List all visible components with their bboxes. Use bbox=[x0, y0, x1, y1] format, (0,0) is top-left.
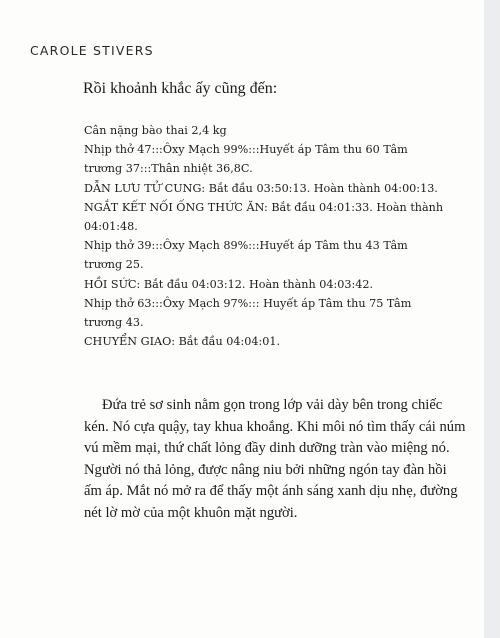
record-line: trương 43. bbox=[84, 316, 144, 330]
record-line: NGẮT KẾT NỐI ỐNG THỨC ĂN: Bắt đầu 04:01:33. Hoàn thành bbox=[84, 200, 444, 214]
record-line: CHUYỂN GIAO: Bắt đầu 04:04:01. bbox=[84, 335, 281, 349]
record-line: Cân nặng bào thai 2,4 kg bbox=[84, 124, 227, 137]
record-line: DẪN LƯU TỬ CUNG: Bắt đầu 03:50:13. Hoàn thành 04:00:13. bbox=[84, 181, 438, 195]
record-line: Nhịp thở 47:::Ôxy Mạch 99%:::Huyết áp Tâm thu 60 Tâm bbox=[84, 143, 408, 157]
record-line: Nhịp thở 63:::Ôxy Mạch 97%::: Huyết áp Tâm thu 75 Tâm bbox=[84, 296, 412, 310]
record-line: HỒI SỨC: Bắt đầu 04:03:12. Hoàn thành 04:03:42. bbox=[84, 277, 374, 291]
record-line: Nhịp thở 39:::Ôxy Mạch 89%:::Huyết áp Tâm thu 43 Tâm bbox=[84, 239, 408, 253]
viewer-edge-strip bbox=[484, 0, 500, 638]
story-line: vú mềm mại, thứ chất lỏng đầy dinh dưỡng tràn vào miệng nó. bbox=[84, 440, 450, 457]
record-line: trương 37:::Thân nhiệt 36,8C. bbox=[84, 162, 253, 176]
story-line: Người nó thả lỏng, được nâng niu bởi những ngón tay đàn hồi bbox=[84, 461, 447, 478]
intro-line: Rồi khoảnh khắc ấy cũng đến: bbox=[83, 80, 278, 97]
story-paragraph bbox=[84, 395, 466, 525]
medical-record-block bbox=[84, 121, 446, 351]
running-head: CAROLE STIVERS bbox=[30, 43, 154, 58]
story-line: Đứa trẻ sơ sinh nằm gọn trong lớp vải dày bên trong chiếc bbox=[102, 397, 443, 413]
story-line: nét lờ mờ của một khuôn mặt người. bbox=[84, 504, 298, 521]
record-line: 04:01:48. bbox=[84, 220, 138, 234]
record-line: trương 25. bbox=[84, 258, 144, 272]
story-line: kén. Nó cựa quậy, tay khua khoắng. Khi môi nó tìm thấy cái núm bbox=[84, 418, 466, 435]
story-line: ấm áp. Mắt nó mở ra để thấy một ánh sáng xanh dịu nhẹ, đường bbox=[84, 483, 458, 500]
